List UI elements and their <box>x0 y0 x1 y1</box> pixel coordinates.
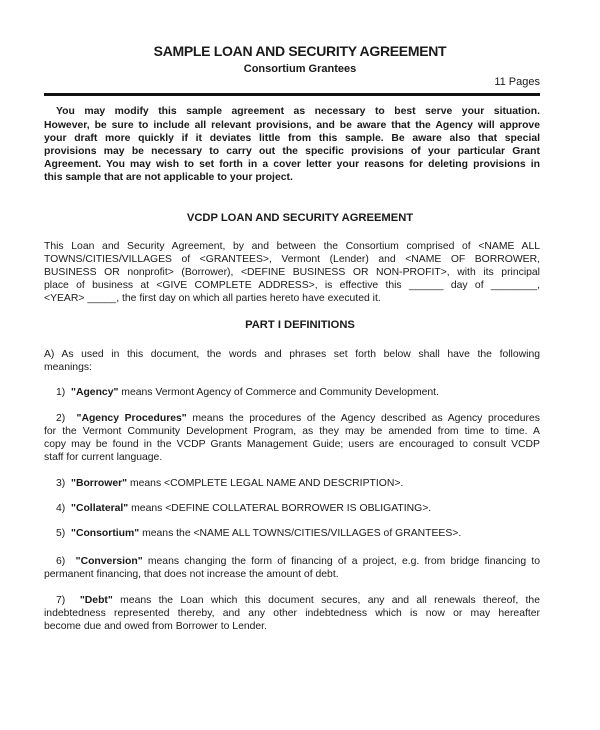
header-rule <box>44 93 540 96</box>
definition-term: "Borrower" <box>71 478 128 489</box>
definition-continuation-line: indebtedness represented thereby, and any other indebtedness which is now or may hereafter <box>44 608 540 619</box>
definition-term: "Conversion" <box>75 556 143 567</box>
definition-continuation-line: become due and owed from Borrower to Lender. <box>44 621 267 632</box>
definition-item <box>44 412 540 425</box>
definition-text: means the Loan which this document secures, any and all renewals thereof, the <box>112 595 540 606</box>
definition-item <box>44 477 540 490</box>
definition-continuation-line: permanent financing, that does not increase the amount of debt. <box>44 569 339 580</box>
definition-number: 1) <box>56 387 66 398</box>
definition-text: means Vermont Agency of Commerce and Community Development. <box>118 387 439 398</box>
intro-line: However, be sure to include all relevant provisions, and be aware that the Agency will approve <box>44 120 540 131</box>
document-title: SAMPLE LOAN AND SECURITY AGREEMENT <box>153 43 447 59</box>
definition-term: "Agency" <box>71 387 119 398</box>
definition-term: "Debt" <box>79 595 113 606</box>
definition-text: means <COMPLETE LEGAL NAME AND DESCRIPTION>. <box>127 478 404 489</box>
definition-continuation-line: staff for current language. <box>44 452 163 463</box>
definition-item <box>44 527 540 540</box>
definition-text: means the procedures of the Agency described as Agency procedures <box>186 413 540 424</box>
definition-item <box>44 555 540 568</box>
paragraph-line: place of business at <GIVE COMPLETE ADDRESS>, is effective this ______ day of ________, <box>44 280 540 291</box>
part-heading: PART I DEFINITIONS <box>245 319 355 331</box>
paragraph-line: TOWNS/CITIES/VILLAGES of <GRANTEES>, Vermont (Lender) and <NAME OF BORROWER, <box>44 254 540 265</box>
definition-item <box>44 594 540 607</box>
definition-item <box>44 502 540 515</box>
definition-text: means changing the form of financing of a project, e.g. from bridge financing to <box>142 556 540 567</box>
part-intro-line: meanings: <box>44 362 92 373</box>
definition-number: 2) <box>56 413 66 424</box>
paragraph-line: <YEAR> _____, the first day on which all parties hereto have executed it. <box>44 293 381 304</box>
intro-line: your draft more quickly if it deviates little from this sample. Be aware also that special <box>44 133 540 144</box>
part-intro-line: A) As used in this document, the words and phrases set forth below shall have the following <box>44 349 540 360</box>
definition-number: 5) <box>56 528 66 539</box>
definition-item <box>44 386 540 399</box>
definition-continuation-line: for the Vermont Community Development Program, as they may be amended from time to time. A <box>44 426 540 437</box>
definition-number: 3) <box>56 478 66 489</box>
definition-number: 7) <box>56 595 66 606</box>
definition-term: "Consortium" <box>71 528 140 539</box>
definition-text: means the <NAME ALL TOWNS/CITIES/VILLAGES of GRANTEES>. <box>139 528 462 539</box>
page-count: 11 Pages <box>494 76 540 88</box>
paragraph-line: This Loan and Security Agreement, by and between the Consortium comprised of <NAME ALL <box>44 241 540 252</box>
agreement-heading: VCDP LOAN AND SECURITY AGREEMENT <box>186 212 414 224</box>
intro-line: provisions may be necessary to carry out the specific provisions of your particular Grant <box>44 146 540 157</box>
definition-term: "Collateral" <box>71 503 129 514</box>
document-subtitle: Consortium Grantees <box>243 63 357 75</box>
definition-text: means <DEFINE COLLATERAL BORROWER IS OBLIGATING>. <box>128 503 432 514</box>
definition-continuation-line: copy may be found in the VCDP Grants Management Guide; users are encouraged to consult VCDP <box>44 439 540 450</box>
intro-line: this sample that are not applicable to your project. <box>44 172 293 183</box>
definition-number: 6) <box>56 556 66 567</box>
intro-line: Agreement. You may wish to set forth in a cover letter your reasons for deleting provisions in <box>44 159 540 170</box>
definition-term: "Agency Procedures" <box>76 413 187 424</box>
paragraph-line: BUSINESS OR nonprofit> (Borrower), <DEFINE BUSINESS OR NON-PROFIT>, with its principal <box>44 267 540 278</box>
definition-number: 4) <box>56 503 66 514</box>
intro-line: You may modify this sample agreement as necessary to best serve your situation. <box>56 106 540 117</box>
